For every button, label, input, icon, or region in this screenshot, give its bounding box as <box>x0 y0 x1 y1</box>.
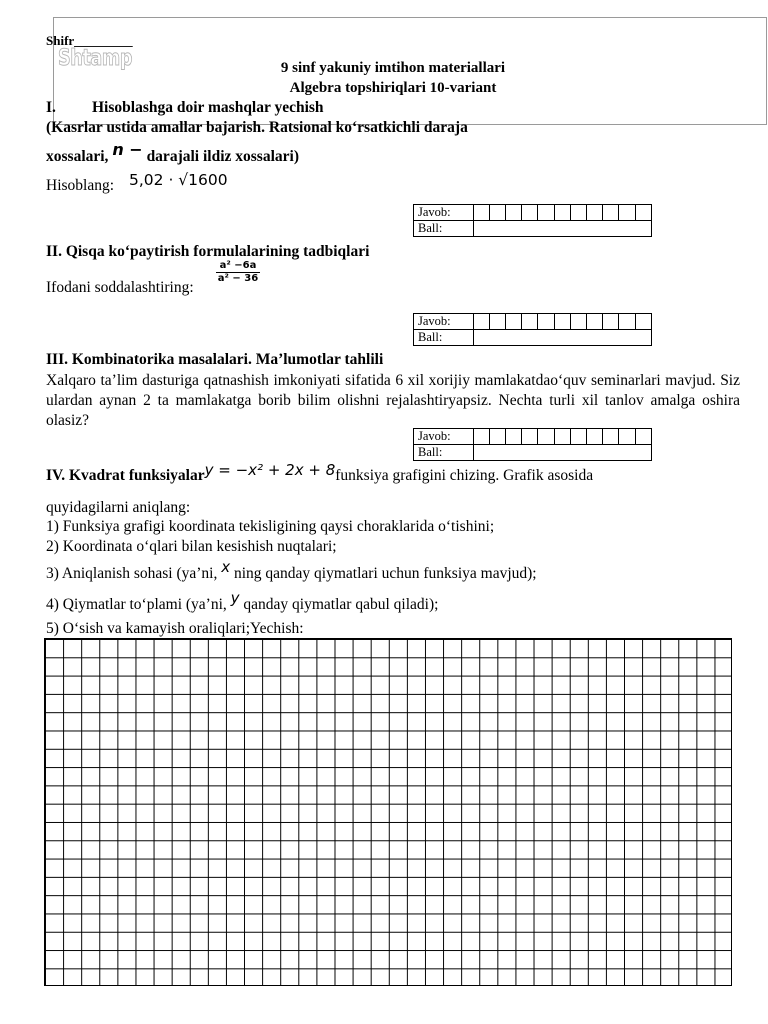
score-cell[interactable] <box>473 221 651 237</box>
question-4 <box>46 589 439 614</box>
question-1: 1) Funksiya grafigi koordinata tekisligining qaysi choraklarida oʻtishini; <box>46 518 495 535</box>
answer-cell[interactable] <box>473 205 489 221</box>
section-2-heading: II. Qisqa koʻpaytirish formulalarining tadbiqlari <box>46 243 370 260</box>
answer-cell[interactable] <box>489 205 505 221</box>
answer-cell[interactable] <box>587 314 603 330</box>
answer-cell[interactable] <box>538 314 554 330</box>
x-symbol: x <box>221 558 231 576</box>
section-1-subheading-line1: (Kasrlar ustida amallar bajarish. Ratsional koʻrsatkichli daraja <box>46 119 468 136</box>
question-4-text-b: qanday qiymatlar qabul qiladi); <box>243 596 439 613</box>
fraction-denominator: a² − 36 <box>217 273 259 284</box>
answer-box-3 <box>413 428 652 461</box>
section-1-number: I. <box>46 99 56 116</box>
question-5: 5) Oʻsish va kamayish oraliqlari;Yechish: <box>46 620 304 637</box>
compute-expression: 5,02 · √1600 <box>129 171 228 189</box>
answer-label: Javob: <box>414 429 474 445</box>
stamp-watermark: Shtamp <box>58 46 133 71</box>
answer-box-2 <box>413 313 652 346</box>
answer-cell[interactable] <box>587 205 603 221</box>
section-4-task: funksiya grafigini chizing. Grafik asosida <box>335 467 594 484</box>
answer-cell[interactable] <box>522 314 538 330</box>
section-3-problem-text: Xalqaro taʼlim dasturiga qatnashish imkoniyati sifatida 6 xil xorijiy mamlakatdaoʻquv seminarlari mavjud. Siz ulardan aynan 2 ta mamlakatga borib bilim olishni rejalashtiryapsiz. Nechta turli xil tanlov amalga oshira olasiz? <box>46 372 740 429</box>
answer-cell[interactable] <box>473 314 489 330</box>
score-label: Ball: <box>414 445 474 461</box>
answer-cell[interactable] <box>506 314 522 330</box>
answer-label: Javob: <box>414 205 474 221</box>
answer-cell[interactable] <box>489 314 505 330</box>
exam-title: 9 sinf yakuniy imtihon materiallari <box>280 60 506 76</box>
simplify-prompt: Ifodani soddalashtiring: <box>46 279 194 296</box>
subheading-text-b: darajali ildiz xossalari) <box>146 148 299 165</box>
answer-cell[interactable] <box>587 429 603 445</box>
answer-cell[interactable] <box>473 429 489 445</box>
score-cell[interactable] <box>473 445 651 461</box>
answer-cell[interactable] <box>619 314 635 330</box>
section-4-line2: quyidagilarni aniqlang: <box>46 499 191 516</box>
answer-cell[interactable] <box>570 205 586 221</box>
fraction-numerator: a² −6a <box>216 260 260 273</box>
answer-cell[interactable] <box>603 205 619 221</box>
exam-subtitle: Algebra topshiriqlari 10-variant <box>289 80 497 96</box>
score-label: Ball: <box>414 330 474 346</box>
answer-label: Javob: <box>414 314 474 330</box>
answer-cell[interactable] <box>554 429 570 445</box>
answer-cell[interactable] <box>522 205 538 221</box>
answer-cell[interactable] <box>619 429 635 445</box>
n-symbol: n − <box>112 140 143 159</box>
answer-cell[interactable] <box>554 314 570 330</box>
question-3-text-b: ning qanday qiymatlari uchun funksiya mavjud); <box>233 565 537 582</box>
answer-cell[interactable] <box>635 205 651 221</box>
answer-cell[interactable] <box>506 429 522 445</box>
section-1-heading: Hisoblashga doir mashqlar yechish <box>92 99 324 116</box>
y-symbol: y <box>230 589 240 607</box>
compute-prompt: Hisoblang: <box>46 177 115 194</box>
question-4-text-a: 4) Qiymatlar toʻplami (yaʼni, <box>46 596 227 613</box>
score-cell[interactable] <box>473 330 651 346</box>
answer-box-1 <box>413 204 652 237</box>
question-3-text-a: 3) Aniqlanish sohasi (yaʼni, <box>46 565 218 582</box>
cipher-field: Shifr_________ <box>46 33 133 48</box>
answer-cell[interactable] <box>619 205 635 221</box>
section-3-heading: III. Kombinatorika masalalari. Maʼlumotlar tahlili <box>46 351 384 368</box>
fraction-expression <box>216 260 260 284</box>
score-label: Ball: <box>414 221 474 237</box>
answer-cell[interactable] <box>538 429 554 445</box>
subheading-text-a: xossalari, <box>46 148 109 165</box>
answer-cell[interactable] <box>522 429 538 445</box>
question-2: 2) Koordinata oʻqlari bilan kesishish nuqtalari; <box>46 538 337 555</box>
section-4-heading-line <box>46 461 594 485</box>
answer-cell[interactable] <box>603 429 619 445</box>
question-3 <box>46 558 537 583</box>
answer-cell[interactable] <box>554 205 570 221</box>
answer-cell[interactable] <box>570 314 586 330</box>
graph-paper-grid[interactable] <box>44 638 732 986</box>
answer-cell[interactable] <box>538 205 554 221</box>
answer-cell[interactable] <box>570 429 586 445</box>
section-1-subheading-line2 <box>46 140 299 166</box>
answer-cell[interactable] <box>635 314 651 330</box>
answer-cell[interactable] <box>603 314 619 330</box>
section-4-heading: IV. Kvadrat funksiyalar <box>46 467 205 484</box>
quadratic-formula: y = −x² + 2x + 8 <box>204 461 336 479</box>
answer-cell[interactable] <box>489 429 505 445</box>
answer-cell[interactable] <box>506 205 522 221</box>
answer-cell[interactable] <box>635 429 651 445</box>
